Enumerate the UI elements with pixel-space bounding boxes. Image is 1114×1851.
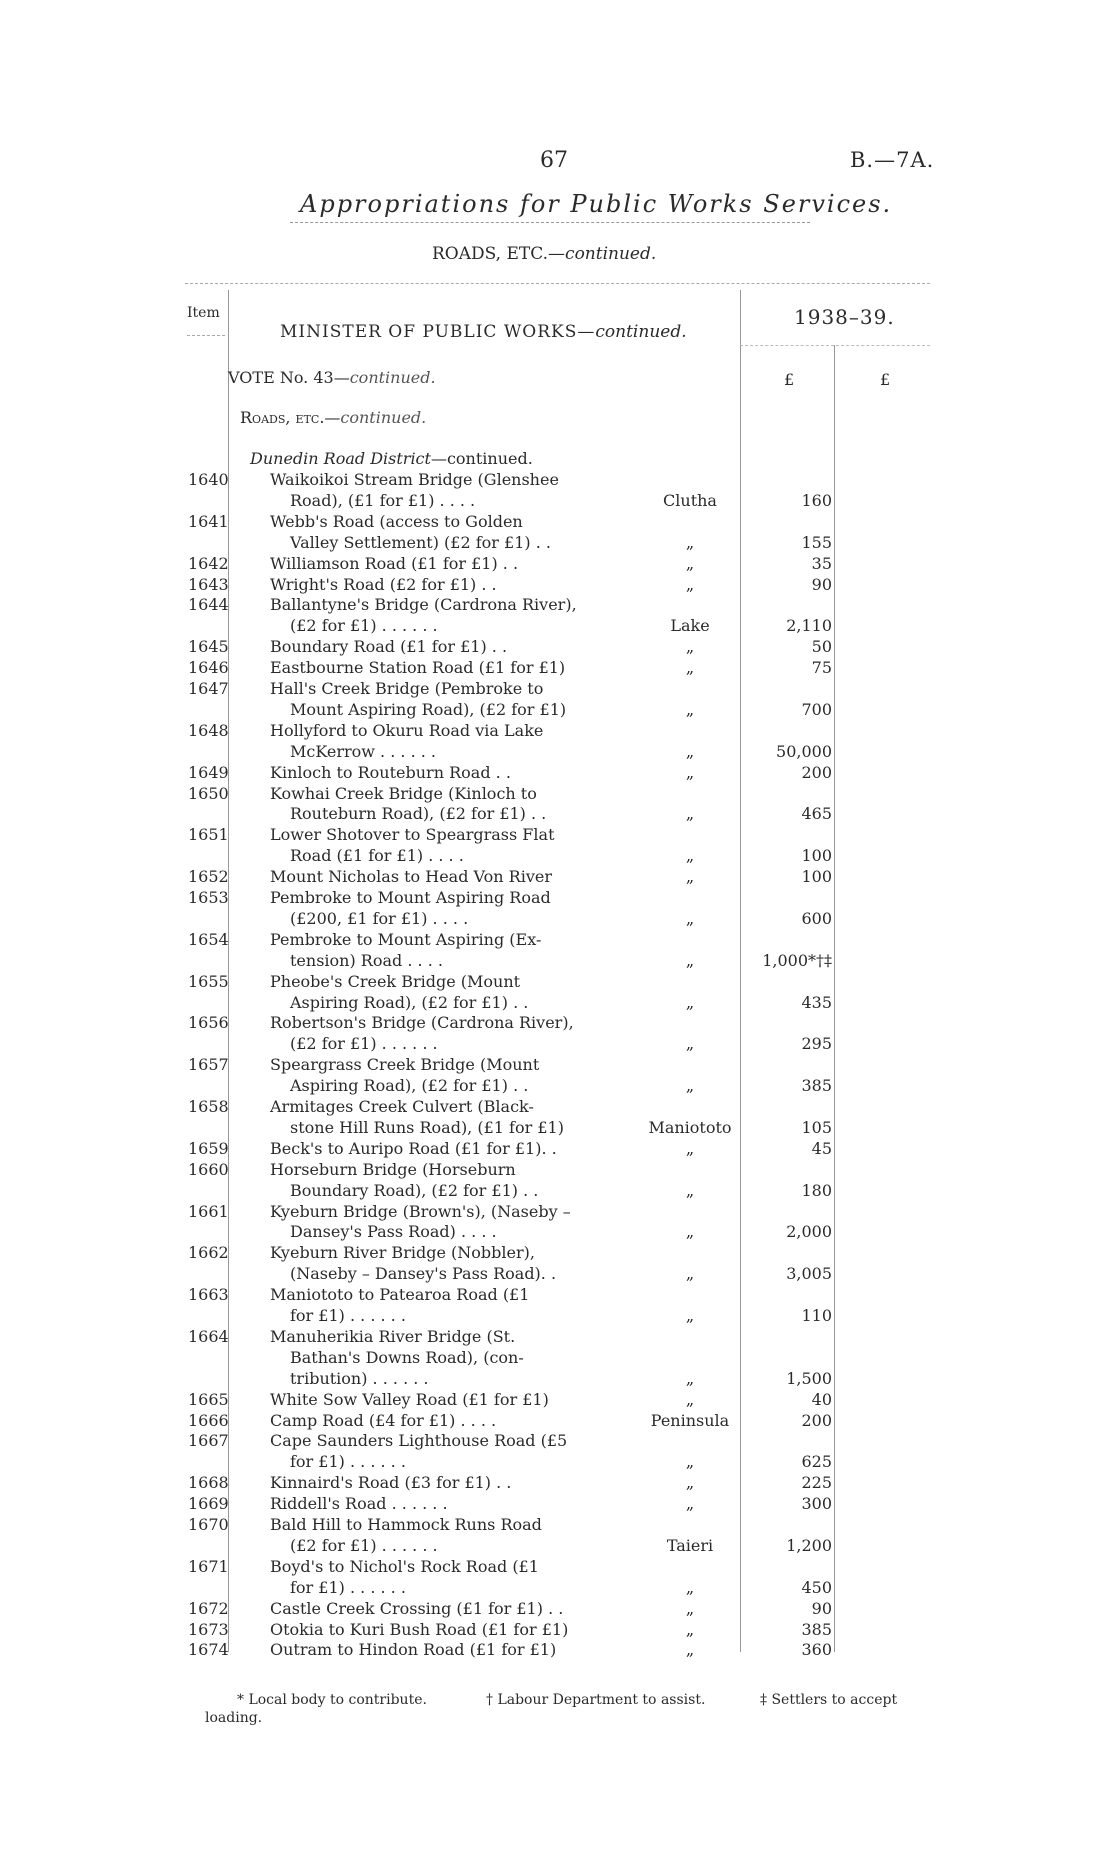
amount-value: 35 bbox=[811, 553, 832, 573]
road-description: Otokia to Kuri Bush Road (£1 for £1) bbox=[270, 1619, 569, 1639]
table-row bbox=[0, 700, 1114, 721]
road-description: Horseburn Bridge (Horseburn bbox=[270, 1159, 516, 1179]
road-description: Webb's Road (access to Golden bbox=[270, 511, 523, 531]
table-row bbox=[0, 930, 1114, 951]
road-description: for £1) . . . . . . bbox=[290, 1577, 406, 1597]
road-description: Kinnaird's Road (£3 for £1) . . bbox=[270, 1473, 512, 1493]
road-description: Kyeburn River Bridge (Nobbler), bbox=[270, 1243, 535, 1263]
amount-value: 45 bbox=[811, 1138, 832, 1158]
district-name: „ bbox=[685, 1076, 695, 1096]
amount-value: 200 bbox=[801, 762, 832, 782]
item-number: 1668 bbox=[188, 1473, 229, 1493]
district-name: „ bbox=[685, 846, 695, 866]
item-number: 1670 bbox=[188, 1515, 229, 1534]
road-description: Outram to Hindon Road (£1 for £1) bbox=[270, 1640, 557, 1660]
table-row bbox=[0, 888, 1114, 909]
road-description: Waikoikoi Stream Bridge (Glenshee bbox=[270, 470, 559, 489]
year-header-rule bbox=[740, 345, 930, 346]
item-number: 1671 bbox=[188, 1556, 229, 1576]
minister-heading: MINISTER OF PUBLIC WORKS—continued. bbox=[280, 322, 687, 342]
district-name: „ bbox=[685, 908, 695, 928]
road-description: Mount Nicholas to Head Von River bbox=[270, 867, 552, 887]
table-row bbox=[0, 951, 1114, 972]
year-column-header: 1938–39. bbox=[794, 305, 895, 329]
district-name: „ bbox=[685, 1222, 695, 1242]
table-row bbox=[0, 1181, 1114, 1202]
item-number: 1665 bbox=[188, 1389, 229, 1409]
road-description: Boundary Road), (£2 for £1) . . bbox=[290, 1180, 539, 1200]
road-description: tribution) . . . . . . bbox=[290, 1368, 429, 1388]
road-description: Hall's Creek Bridge (Pembroke to bbox=[270, 679, 544, 698]
item-number: 1663 bbox=[188, 1285, 229, 1305]
district-name: „ bbox=[685, 1264, 695, 1284]
item-number: 1650 bbox=[188, 783, 229, 803]
road-description: Maniototo to Patearoa Road (£1 bbox=[270, 1285, 530, 1305]
amount-value: 700 bbox=[801, 699, 832, 719]
road-description: Manuherikia River Bridge (St. bbox=[270, 1326, 516, 1346]
item-number: 1672 bbox=[188, 1598, 229, 1618]
road-description: (£2 for £1) . . . . . . bbox=[290, 616, 438, 636]
district-name: „ bbox=[685, 1180, 695, 1200]
table-row bbox=[0, 1034, 1114, 1055]
district-name: Lake bbox=[670, 616, 710, 636]
district-name: „ bbox=[685, 1306, 695, 1325]
road-description: tension) Road . . . . bbox=[290, 950, 443, 970]
road-description: White Sow Valley Road (£1 for £1) bbox=[270, 1389, 549, 1409]
page-number: 67 bbox=[540, 148, 568, 173]
table-row bbox=[0, 1557, 1114, 1578]
item-number: 1652 bbox=[188, 867, 229, 887]
table-row bbox=[0, 742, 1114, 763]
amount-value: 200 bbox=[801, 1410, 832, 1430]
road-description: Speargrass Creek Bridge (Mount bbox=[270, 1055, 540, 1075]
table-row bbox=[0, 470, 1114, 491]
road-description: Boyd's to Nichol's Rock Road (£1 bbox=[270, 1556, 539, 1576]
table-row bbox=[0, 972, 1114, 993]
district-name: „ bbox=[685, 804, 695, 824]
district-name: Maniototo bbox=[648, 1117, 732, 1137]
table-row bbox=[0, 679, 1114, 700]
amount-value: 465 bbox=[801, 804, 832, 824]
road-description: Armitages Creek Culvert (Black- bbox=[270, 1097, 534, 1116]
table-row bbox=[0, 721, 1114, 742]
table-row bbox=[0, 595, 1114, 616]
item-number: 1674 bbox=[188, 1640, 229, 1660]
table-row bbox=[0, 658, 1114, 679]
table-row bbox=[0, 909, 1114, 930]
table-row bbox=[0, 1452, 1114, 1473]
document-reference: B.—7A. bbox=[850, 148, 935, 172]
table-row bbox=[0, 1431, 1114, 1452]
item-number: 1669 bbox=[188, 1494, 229, 1514]
road-description: Castle Creek Crossing (£1 for £1) . . bbox=[270, 1598, 564, 1618]
district-name: „ bbox=[685, 741, 695, 761]
district-name: „ bbox=[685, 762, 695, 782]
amount-value: 90 bbox=[811, 1598, 832, 1618]
table-row bbox=[0, 1327, 1114, 1348]
district-name: „ bbox=[685, 1473, 695, 1493]
table-row bbox=[0, 1599, 1114, 1620]
item-number: 1651 bbox=[188, 825, 229, 845]
table-row bbox=[0, 616, 1114, 637]
district-name: „ bbox=[685, 1452, 695, 1472]
road-description: Mount Aspiring Road), (£2 for £1) bbox=[290, 699, 567, 719]
district-name: „ bbox=[685, 553, 695, 573]
amount-value: 50,000 bbox=[776, 741, 832, 761]
road-description: Dansey's Pass Road) . . . . bbox=[290, 1222, 497, 1242]
amount-value: 225 bbox=[801, 1473, 832, 1493]
district-name: „ bbox=[685, 532, 695, 552]
table-row bbox=[0, 1348, 1114, 1369]
table-row bbox=[0, 575, 1114, 596]
table-row bbox=[0, 1369, 1114, 1390]
table-row bbox=[0, 1285, 1114, 1306]
item-number: 1658 bbox=[188, 1097, 229, 1116]
item-number: 1642 bbox=[188, 553, 229, 573]
table-row bbox=[0, 1411, 1114, 1432]
table-row bbox=[0, 763, 1114, 784]
table-row bbox=[0, 1222, 1114, 1243]
table-row bbox=[0, 1306, 1114, 1327]
table-row bbox=[0, 533, 1114, 554]
road-description: Camp Road (£4 for £1) . . . . bbox=[270, 1410, 497, 1430]
section-heading: ROADS, ETC.—continued. bbox=[432, 244, 657, 264]
road-description: Pembroke to Mount Aspiring (Ex- bbox=[270, 929, 542, 949]
amount-value: 2,000 bbox=[786, 1222, 832, 1242]
road-description: Ballantyne's Bridge (Cardrona River), bbox=[270, 595, 577, 615]
item-number: 1661 bbox=[188, 1201, 229, 1221]
table-row bbox=[0, 1494, 1114, 1515]
road-description: (£2 for £1) . . . . . . bbox=[290, 1034, 438, 1054]
table-row bbox=[0, 825, 1114, 846]
amount-value: 360 bbox=[801, 1640, 832, 1660]
road-description: Kinloch to Routeburn Road . . bbox=[270, 762, 511, 782]
header-rule bbox=[185, 283, 930, 284]
item-number: 1657 bbox=[188, 1055, 229, 1075]
item-number: 1647 bbox=[188, 679, 229, 698]
road-description: Beck's to Auripo Road (£1 for £1). . bbox=[270, 1138, 557, 1158]
table-row bbox=[0, 1620, 1114, 1641]
road-description: Kyeburn Bridge (Brown's), (Naseby – bbox=[270, 1201, 571, 1221]
road-description: Valley Settlement) (£2 for £1) . . bbox=[290, 532, 551, 552]
item-number: 1659 bbox=[188, 1138, 229, 1158]
road-description: Riddell's Road . . . . . . bbox=[270, 1494, 448, 1514]
road-description: Pembroke to Mount Aspiring Road bbox=[270, 888, 551, 907]
table-row bbox=[0, 1243, 1114, 1264]
district-name: Clutha bbox=[663, 490, 717, 510]
amount-value: 600 bbox=[801, 908, 832, 928]
item-number: 1645 bbox=[188, 637, 229, 657]
footnote-local-body: * Local body to contribute. bbox=[237, 1692, 427, 1708]
district-name: „ bbox=[685, 1640, 695, 1660]
road-description: Aspiring Road), (£2 for £1) . . bbox=[290, 992, 529, 1012]
amount-value: 105 bbox=[801, 1117, 832, 1137]
district-name: „ bbox=[685, 1389, 695, 1409]
amount-value: 180 bbox=[801, 1180, 832, 1200]
item-number: 1655 bbox=[188, 971, 229, 991]
road-description: Lower Shotover to Speargrass Flat bbox=[270, 825, 555, 845]
amount-value: 3,005 bbox=[786, 1264, 832, 1284]
table-row bbox=[0, 512, 1114, 533]
amount-value: 110 bbox=[801, 1306, 832, 1325]
road-description: Kowhai Creek Bridge (Kinloch to bbox=[270, 783, 537, 803]
table-row bbox=[0, 1013, 1114, 1034]
district-name: „ bbox=[685, 867, 695, 887]
road-description: stone Hill Runs Road), (£1 for £1) bbox=[290, 1117, 564, 1137]
item-number: 1646 bbox=[188, 658, 229, 678]
table-row bbox=[0, 993, 1114, 1014]
footnote-labour: † Labour Department to assist. bbox=[486, 1692, 706, 1708]
road-description: Cape Saunders Lighthouse Road (£5 bbox=[270, 1431, 568, 1451]
item-number: 1667 bbox=[188, 1431, 229, 1451]
road-description: Wright's Road (£2 for £1) . . bbox=[270, 574, 497, 594]
item-number: 1656 bbox=[188, 1013, 229, 1033]
amount-value: 385 bbox=[801, 1619, 832, 1639]
road-description: (Naseby – Dansey's Pass Road). . bbox=[290, 1264, 557, 1284]
district-name: Peninsula bbox=[650, 1410, 730, 1430]
table-row bbox=[0, 1578, 1114, 1599]
amount-value: 40 bbox=[811, 1389, 832, 1409]
vote-heading: VOTE No. 43—continued. bbox=[228, 368, 436, 387]
amount-value: 160 bbox=[801, 490, 832, 510]
district-name: „ bbox=[685, 1598, 695, 1618]
district-name: „ bbox=[685, 1034, 695, 1054]
item-number: 1664 bbox=[188, 1326, 229, 1346]
road-description: Pheobe's Creek Bridge (Mount bbox=[270, 971, 521, 991]
amount-value: 450 bbox=[801, 1577, 832, 1597]
table-row bbox=[0, 1055, 1114, 1076]
table-row bbox=[0, 846, 1114, 867]
district-name: „ bbox=[685, 1577, 695, 1597]
road-description: Bald Hill to Hammock Runs Road bbox=[270, 1515, 542, 1534]
road-description: Aspiring Road), (£2 for £1) . . bbox=[290, 1076, 529, 1096]
title-rule bbox=[290, 222, 810, 223]
table-row bbox=[0, 1139, 1114, 1160]
pound-column-1-header: £ bbox=[784, 370, 795, 389]
road-description: for £1) . . . . . . bbox=[290, 1452, 406, 1472]
table-row bbox=[0, 1640, 1114, 1661]
road-description: (£200, £1 for £1) . . . . bbox=[290, 908, 469, 928]
table-row bbox=[0, 1097, 1114, 1118]
table-row bbox=[0, 1202, 1114, 1223]
table-row bbox=[0, 784, 1114, 805]
item-number: 1660 bbox=[188, 1159, 229, 1179]
road-description: Bathan's Downs Road), (con- bbox=[290, 1347, 524, 1367]
road-description: Routeburn Road), (£2 for £1) . . bbox=[290, 804, 547, 824]
footnote-loading: loading. bbox=[205, 1710, 263, 1726]
item-number: 1643 bbox=[188, 574, 229, 594]
road-description: Robertson's Bridge (Cardrona River), bbox=[270, 1013, 574, 1033]
amount-value: 625 bbox=[801, 1452, 832, 1472]
table-row bbox=[0, 1473, 1114, 1494]
district-name: Taieri bbox=[666, 1535, 714, 1555]
table-row bbox=[0, 1160, 1114, 1181]
table-row bbox=[0, 1118, 1114, 1139]
item-header-rule bbox=[187, 335, 225, 336]
item-number: 1640 bbox=[188, 470, 229, 489]
district-name: „ bbox=[685, 658, 695, 678]
amount-value: 435 bbox=[801, 992, 832, 1012]
table-row bbox=[0, 1390, 1114, 1411]
table-row bbox=[0, 637, 1114, 658]
road-description: Road), (£1 for £1) . . . . bbox=[290, 490, 476, 510]
amount-value: 295 bbox=[801, 1034, 832, 1054]
item-number: 1644 bbox=[188, 595, 229, 615]
pound-column-2-header: £ bbox=[880, 370, 891, 389]
table-row bbox=[0, 1536, 1114, 1557]
district-name: „ bbox=[685, 1494, 695, 1514]
table-row bbox=[0, 491, 1114, 512]
table-row bbox=[0, 554, 1114, 575]
item-column-header: Item bbox=[187, 305, 220, 321]
road-description: Boundary Road (£1 for £1) . . bbox=[270, 637, 508, 657]
table-row bbox=[0, 1076, 1114, 1097]
item-number: 1641 bbox=[188, 511, 229, 531]
page-title: Appropriations for Public Works Services. bbox=[300, 190, 893, 218]
road-description: (£2 for £1) . . . . . . bbox=[290, 1535, 438, 1555]
district-name: „ bbox=[685, 1138, 695, 1158]
amount-value: 155 bbox=[801, 532, 832, 552]
item-number: 1673 bbox=[188, 1619, 229, 1639]
amount-value: 2,110 bbox=[786, 616, 832, 636]
amount-value: 100 bbox=[801, 867, 832, 887]
amount-value: 1,200 bbox=[786, 1535, 832, 1555]
amount-value: 1,000*†‡ bbox=[762, 950, 832, 970]
road-description: Eastbourne Station Road (£1 for £1) bbox=[270, 658, 566, 678]
table-row bbox=[0, 1264, 1114, 1285]
amount-value: 75 bbox=[811, 658, 832, 678]
amount-value: 300 bbox=[801, 1494, 832, 1514]
amount-value: 1,500 bbox=[786, 1368, 832, 1388]
roads-subheading: Roads, etc.—continued. bbox=[240, 408, 427, 427]
item-number: 1649 bbox=[188, 762, 229, 782]
table-row bbox=[0, 1515, 1114, 1536]
table-row bbox=[0, 867, 1114, 888]
item-number: 1666 bbox=[188, 1410, 229, 1430]
table-row bbox=[0, 804, 1114, 825]
amount-value: 100 bbox=[801, 846, 832, 866]
amount-value: 50 bbox=[811, 637, 832, 657]
district-heading: Dunedin Road District—continued. bbox=[250, 449, 533, 468]
road-description: McKerrow . . . . . . bbox=[290, 741, 436, 761]
item-number: 1654 bbox=[188, 929, 229, 949]
district-name: „ bbox=[685, 637, 695, 657]
item-number: 1653 bbox=[188, 888, 229, 907]
footnote-settlers: ‡ Settlers to accept bbox=[760, 1692, 898, 1708]
district-name: „ bbox=[685, 1619, 695, 1639]
item-number: 1662 bbox=[188, 1243, 229, 1263]
item-number: 1648 bbox=[188, 720, 229, 740]
road-description: for £1) . . . . . . bbox=[290, 1306, 406, 1325]
amount-value: 90 bbox=[811, 574, 832, 594]
road-description: Williamson Road (£1 for £1) . . bbox=[270, 553, 519, 573]
district-name: „ bbox=[685, 574, 695, 594]
district-name: „ bbox=[685, 1368, 695, 1388]
road-description: Road (£1 for £1) . . . . bbox=[290, 846, 464, 866]
district-name: „ bbox=[685, 699, 695, 719]
road-description: Hollyford to Okuru Road via Lake bbox=[270, 720, 544, 740]
district-name: „ bbox=[685, 992, 695, 1012]
amount-value: 385 bbox=[801, 1076, 832, 1096]
district-name: „ bbox=[685, 950, 695, 970]
